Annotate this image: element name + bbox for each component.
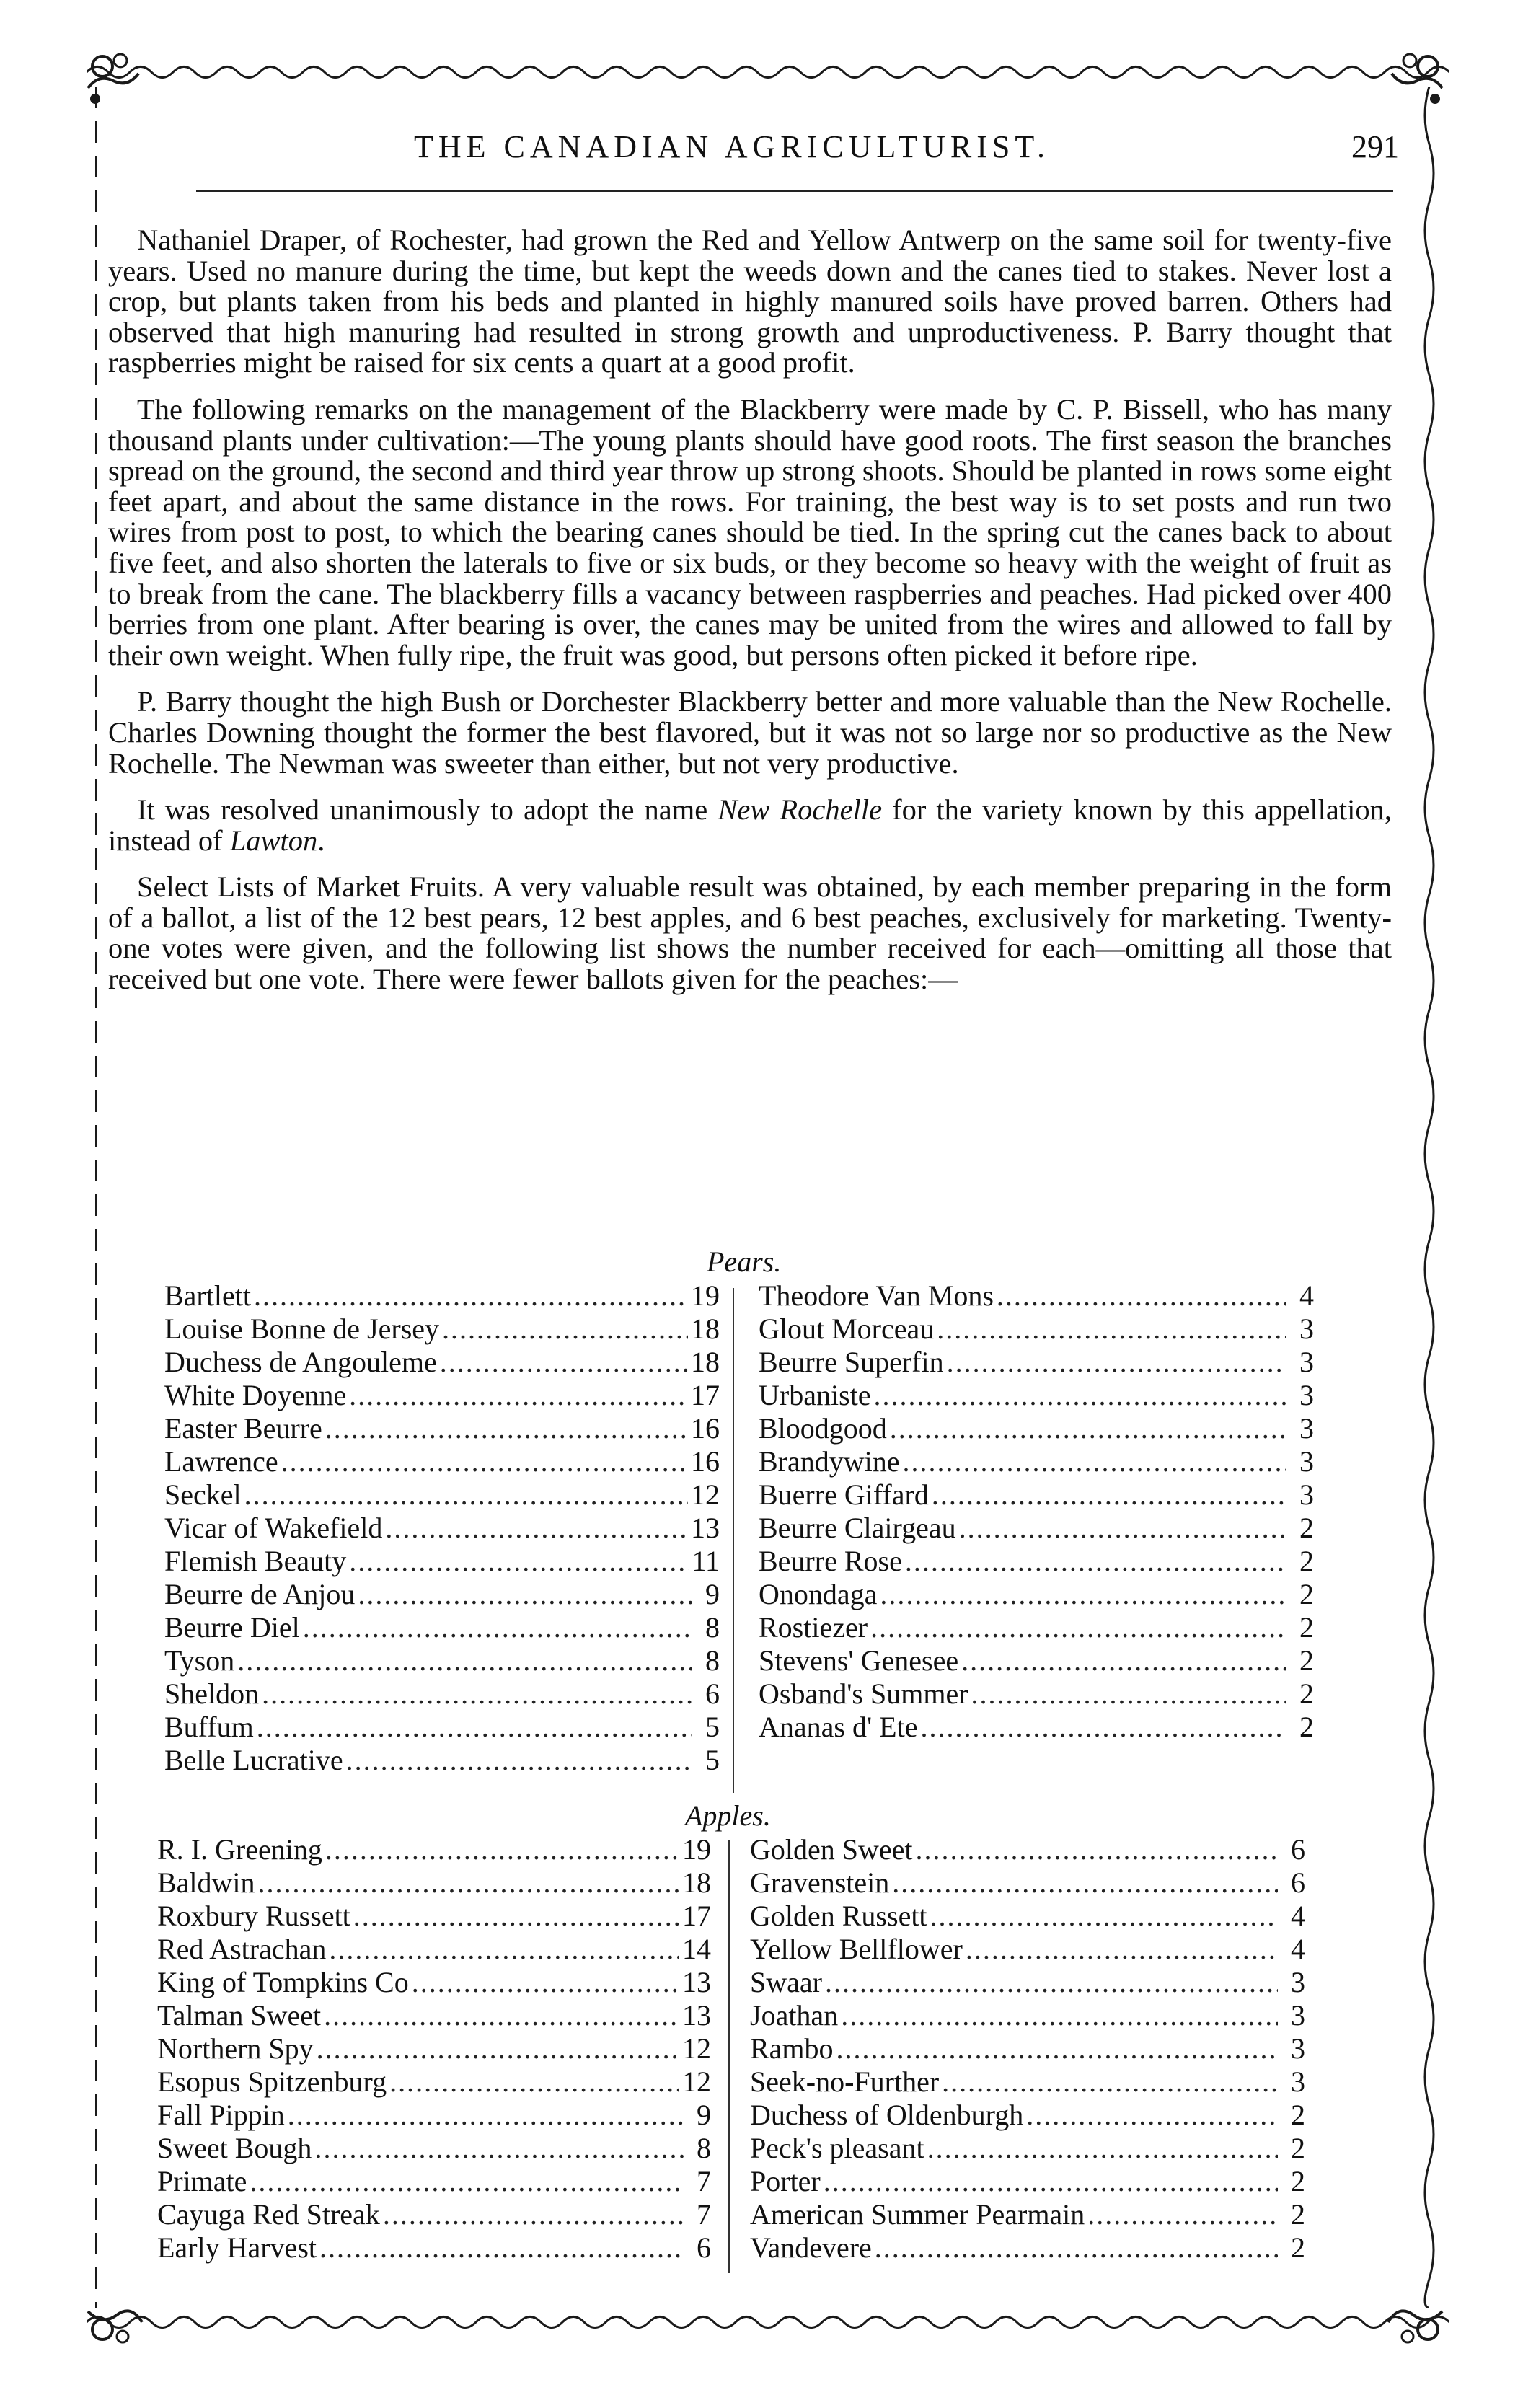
dot-leader — [916, 1833, 1278, 1866]
vote-count: 2 — [1299, 1677, 1314, 1710]
pears-column-divider — [733, 1288, 734, 1793]
variety-name: Beurre Superfin — [759, 1346, 944, 1378]
apple-list-row — [750, 1966, 1305, 1999]
variety-name: Bloodgood — [759, 1412, 887, 1445]
pear-list-row — [759, 1711, 1314, 1744]
pear-list-row — [759, 1346, 1314, 1379]
vote-count: 6 — [697, 2231, 711, 2264]
apple-list-row — [157, 1900, 711, 1933]
pear-list-row — [164, 1611, 720, 1644]
vote-count: 3 — [1299, 1379, 1314, 1411]
variety-name: White Doyenne — [164, 1379, 347, 1411]
dot-leader — [440, 1346, 688, 1379]
variety-name: Golden Sweet — [750, 1833, 913, 1866]
vote-count: 2 — [1291, 2099, 1305, 2131]
vote-count: 12 — [682, 2032, 711, 2065]
vote-count: 6 — [1291, 1866, 1305, 1899]
variety-name: Seek-no-Further — [750, 2065, 940, 2098]
variety-name: Baldwin — [157, 1866, 255, 1899]
dot-leader — [244, 1478, 688, 1512]
dot-leader — [927, 2132, 1278, 2165]
variety-name: Primate — [157, 2165, 247, 2197]
pear-list-row — [164, 1445, 720, 1478]
header-rule — [196, 190, 1393, 192]
variety-name: Rostiezer — [759, 1611, 868, 1644]
dot-leader — [325, 1833, 679, 1866]
variety-name: Sweet Bough — [157, 2132, 312, 2164]
paragraph-market-fruits: Select Lists of Market Fruits. A very valuable result was obtained, by each member preparing in the form of a ballot, a list of the 12 best pears, 12 best apples, and 6 best peaches, exclusively for marketing. Twenty-one votes were given, and the following list shows the number received for each—omitting all those that received but one vote. There were fewer ballots given for the peaches:— — [108, 870, 1392, 996]
dot-leader — [329, 1933, 679, 1966]
vote-count: 3 — [1299, 1412, 1314, 1445]
variety-name: American Summer Pearmain — [750, 2198, 1085, 2231]
vote-count: 6 — [705, 1677, 720, 1710]
vote-count: 3 — [1299, 1478, 1314, 1511]
variety-name-lawton: Lawton — [229, 824, 318, 857]
vote-count: 14 — [682, 1933, 711, 1965]
pear-list-row — [759, 1677, 1314, 1711]
dot-leader — [874, 1379, 1286, 1412]
running-title: THE CANADIAN AGRICULTURIST. — [414, 129, 1050, 164]
variety-name: Northern Spy — [157, 2032, 314, 2065]
vote-count: 5 — [705, 1711, 720, 1743]
dot-leader — [303, 1611, 692, 1644]
dot-leader — [314, 2132, 684, 2165]
ornamental-border-right — [1415, 87, 1444, 2308]
variety-name: Swaar — [750, 1966, 822, 1998]
vote-count: 4 — [1291, 1933, 1305, 1965]
pear-list-row — [759, 1412, 1314, 1445]
vote-count: 8 — [705, 1644, 720, 1677]
pears-heading: Pears. — [707, 1245, 782, 1278]
dot-leader — [905, 1545, 1286, 1578]
pear-list-row — [759, 1379, 1314, 1412]
variety-name: Lawrence — [164, 1445, 278, 1478]
apples-column-divider — [728, 1840, 730, 2273]
apple-list-row — [750, 1999, 1305, 2032]
dot-leader — [966, 1933, 1278, 1966]
article-body — [108, 225, 1392, 1011]
dot-leader — [1087, 2198, 1278, 2231]
dot-leader — [412, 1966, 679, 1999]
dot-leader — [959, 1512, 1286, 1545]
apple-list-row — [157, 1833, 711, 1866]
variety-name: Vicar of Wakefield — [164, 1512, 383, 1544]
paragraph-blackberry-management: The following remarks on the management of the Blackberry were made by C. P. Bissell, who has many thousand plants under cultivation:—The young plants should have good roots. The first season the branches spread on the ground, the second and third year throw up strong shoots. Should be planted in rows some eight feet apart, and about the same distance in the rows. For training, the best way is to set posts and run two wires from post to post, to which the bearing canes should be tied. In the spring cut the canes back to about five feet, and also shorten the laterals to five or six buds, or they become so heavy with the weight of fruit as to break from the cane. The blackberry fills a vacancy between raspberries and peaches. Had picked over 400 berries from one plant. After bearing is over, the canes may be united from the wires and allowed to fall by their own weight. When fully ripe, the fruit was good, but persons often picked it before ripe. — [108, 392, 1392, 671]
dot-leader — [1026, 2099, 1278, 2132]
apple-list-row — [157, 2132, 711, 2165]
variety-name: Bartlett — [164, 1279, 251, 1312]
apple-list-row — [750, 2231, 1305, 2264]
dot-leader — [997, 1279, 1286, 1313]
vote-count: 4 — [1291, 1900, 1305, 1932]
paragraph-dorchester-blackberry: P. Barry thought the high Bush or Dorchester Blackberry better and more valuable than the New Rochelle. Charles Downing thought the former the best flavored, but it was not so large nor so productive as the New Rochelle. The Newman was sweeter than either, but not very productive. — [108, 685, 1392, 780]
dot-leader — [349, 1545, 689, 1578]
vote-count: 8 — [697, 2132, 711, 2164]
pear-list-row — [164, 1412, 720, 1445]
variety-name: Flemish Beauty — [164, 1545, 347, 1577]
pears-list-right — [759, 1279, 1314, 1744]
dot-leader — [903, 1445, 1286, 1478]
apple-list-row — [750, 1900, 1305, 1933]
dot-leader — [937, 1313, 1286, 1346]
pear-list-row — [759, 1445, 1314, 1478]
vote-count: 3 — [1299, 1346, 1314, 1378]
dot-leader — [317, 2032, 679, 2065]
apple-list-row — [157, 2198, 711, 2231]
vote-count: 3 — [1299, 1313, 1314, 1345]
vote-count: 13 — [682, 1999, 711, 2032]
pear-list-row — [164, 1545, 720, 1578]
dot-leader — [346, 1744, 692, 1777]
variety-name: Duchess de Angouleme — [164, 1346, 437, 1378]
page-header — [166, 128, 1399, 172]
dot-leader — [258, 1866, 679, 1900]
variety-name: Louise Bonne de Jersey — [164, 1313, 440, 1345]
vote-count: 13 — [691, 1512, 720, 1544]
vote-count: 3 — [1291, 1999, 1305, 2032]
vote-count: 3 — [1299, 1445, 1314, 1478]
variety-name: Vandevere — [750, 2231, 872, 2264]
dot-leader — [932, 1478, 1286, 1512]
variety-name: Theodore Van Mons — [759, 1279, 994, 1312]
vote-count: 18 — [691, 1346, 720, 1378]
dot-leader — [961, 1644, 1286, 1677]
apple-list-row — [750, 2165, 1305, 2198]
dot-leader — [870, 1611, 1286, 1644]
variety-name: Early Harvest — [157, 2231, 317, 2264]
dot-leader — [442, 1313, 688, 1346]
pear-list-row — [759, 1644, 1314, 1677]
vote-count: 17 — [682, 1900, 711, 1932]
apple-list-row — [750, 2099, 1305, 2132]
vote-count: 2 — [1291, 2132, 1305, 2164]
pear-list-row — [759, 1313, 1314, 1346]
dot-leader — [841, 1999, 1278, 2032]
dot-leader — [383, 2198, 684, 2231]
dot-leader — [825, 1966, 1278, 1999]
variety-name: King of Tompkins Co — [157, 1966, 409, 1998]
variety-name: Beurre Diel — [164, 1611, 300, 1644]
variety-name: Joathan — [750, 1999, 839, 2032]
ornamental-border-left — [85, 87, 107, 2308]
vote-count: 19 — [682, 1833, 711, 1866]
pear-list-row — [164, 1346, 720, 1379]
ornamental-border-bottom — [87, 2308, 1449, 2337]
corner-ornament-bottom-left — [81, 2293, 146, 2358]
apple-list-row — [157, 2165, 711, 2198]
vote-count: 12 — [691, 1478, 720, 1511]
vote-count: 13 — [682, 1966, 711, 1998]
variety-name: Buffum — [164, 1711, 254, 1743]
vote-count: 18 — [691, 1313, 720, 1345]
paragraph-new-rochelle-resolution: It was resolved unanimously to adopt the name New Rochelle for the variety known by this appellation, instead of Lawton. — [108, 793, 1392, 857]
vote-count: 3 — [1291, 1966, 1305, 1998]
vote-count: 9 — [705, 1578, 720, 1610]
apple-list-row — [157, 1999, 711, 2032]
pear-list-row — [759, 1611, 1314, 1644]
ornamental-border-top — [87, 58, 1449, 87]
apple-list-row — [157, 1866, 711, 1900]
apple-list-row — [157, 1933, 711, 1966]
vote-count: 17 — [691, 1379, 720, 1411]
variety-name: Roxbury Russett — [157, 1900, 350, 1932]
dot-leader — [824, 2165, 1278, 2198]
vote-count: 18 — [682, 1866, 711, 1899]
apples-list-left — [157, 1833, 711, 2264]
pear-list-row — [164, 1677, 720, 1711]
dot-leader — [358, 1578, 692, 1611]
pear-list-row — [164, 1644, 720, 1677]
apple-list-row — [157, 2099, 711, 2132]
pears-list-left — [164, 1279, 720, 1777]
pear-list-row — [164, 1512, 720, 1545]
vote-count: 3 — [1291, 2032, 1305, 2065]
variety-name: Golden Russett — [750, 1900, 927, 1932]
vote-count: 12 — [682, 2065, 711, 2098]
variety-name: Onondaga — [759, 1578, 878, 1610]
pear-list-row — [164, 1279, 720, 1313]
pear-list-row — [164, 1313, 720, 1346]
variety-name: Buerre Giffard — [759, 1478, 929, 1511]
variety-name: Urbaniste — [759, 1379, 871, 1411]
dot-leader — [250, 2165, 684, 2198]
apple-list-row — [750, 1933, 1305, 1966]
vote-count: 11 — [692, 1545, 720, 1577]
variety-name: Talman Sweet — [157, 1999, 322, 2032]
dot-leader — [262, 1677, 692, 1711]
apple-list-row — [157, 2065, 711, 2099]
variety-name: Yellow Bellflower — [750, 1933, 963, 1965]
variety-name: Fall Pippin — [157, 2099, 285, 2131]
apples-heading: Apples. — [685, 1799, 771, 1832]
variety-name: Red Astrachan — [157, 1933, 327, 1965]
apple-list-row — [750, 1833, 1305, 1866]
variety-name: Sheldon — [164, 1677, 260, 1710]
variety-name: Cayuga Red Streak — [157, 2198, 380, 2231]
apple-list-row — [157, 1966, 711, 1999]
vote-count: 2 — [1299, 1512, 1314, 1544]
pear-list-row — [164, 1744, 720, 1777]
apple-list-row — [750, 2132, 1305, 2165]
variety-name: Ananas d' Ete — [759, 1711, 918, 1743]
dot-leader — [890, 1412, 1286, 1445]
dot-leader — [254, 1279, 688, 1313]
vote-count: 2 — [1299, 1711, 1314, 1743]
pear-list-row — [164, 1379, 720, 1412]
dot-leader — [353, 1900, 679, 1933]
variety-name: R. I. Greening — [157, 1833, 322, 1866]
variety-name: Beurre Clairgeau — [759, 1512, 956, 1544]
vote-count: 2 — [1291, 2198, 1305, 2231]
dot-leader — [349, 1379, 688, 1412]
dot-leader — [281, 1445, 688, 1478]
variety-name: Seckel — [164, 1478, 242, 1511]
variety-name-new-rochelle: New Rochelle — [718, 793, 883, 826]
variety-name: Porter — [750, 2165, 821, 2197]
vote-count: 4 — [1299, 1279, 1314, 1312]
pear-list-row — [759, 1279, 1314, 1313]
vote-count: 5 — [705, 1744, 720, 1776]
apple-list-row — [157, 2231, 711, 2264]
vote-count: 8 — [705, 1611, 720, 1644]
variety-name: Gravenstein — [750, 1866, 890, 1899]
dot-leader — [237, 1644, 692, 1677]
vote-count: 16 — [691, 1412, 720, 1445]
dot-leader — [930, 1900, 1278, 1933]
dot-leader — [880, 1578, 1286, 1611]
dot-leader — [892, 1866, 1278, 1900]
vote-count: 2 — [1291, 2165, 1305, 2197]
dot-leader — [324, 1999, 679, 2032]
apple-list-row — [750, 1866, 1305, 1900]
variety-name: Glout Morceau — [759, 1313, 935, 1345]
pear-list-row — [759, 1578, 1314, 1611]
dot-leader — [875, 2231, 1278, 2264]
vote-count: 2 — [1299, 1644, 1314, 1677]
corner-ornament-bottom-right — [1385, 2293, 1449, 2358]
pear-list-row — [164, 1478, 720, 1512]
page-number: 291 — [1351, 129, 1399, 164]
dot-leader — [257, 1711, 692, 1744]
vote-count: 2 — [1299, 1611, 1314, 1644]
pear-list-row — [759, 1512, 1314, 1545]
apple-list-row — [750, 2198, 1305, 2231]
pear-list-row — [759, 1478, 1314, 1512]
vote-count: 9 — [697, 2099, 711, 2131]
variety-name: Duchess of Oldenburgh — [750, 2099, 1024, 2131]
vote-count: 6 — [1291, 1833, 1305, 1866]
dot-leader — [385, 1512, 688, 1545]
dot-leader — [920, 1711, 1286, 1744]
variety-name: Beurre de Anjou — [164, 1578, 356, 1610]
pear-list-row — [164, 1711, 720, 1744]
dot-leader — [319, 2231, 684, 2264]
variety-name: Belle Lucrative — [164, 1744, 343, 1776]
vote-count: 19 — [691, 1279, 720, 1312]
vote-count: 2 — [1299, 1545, 1314, 1577]
dot-leader — [971, 1677, 1286, 1711]
vote-count: 2 — [1299, 1578, 1314, 1610]
variety-name: Beurre Rose — [759, 1545, 902, 1577]
paragraph-raspberries: Nathaniel Draper, of Rochester, had grown the Red and Yellow Antwerp on the same soil for twenty-five years. Used no manure during the time, but kept the weeds down and the canes tied to stakes. Never lost a crop, but plants taken from his beds and planted in highly manured soils have proved barren. Others had observed that high manuring had resulted in strong growth and unproductiveness. P. Barry thought that raspberries might be raised for six cents a quart at a good profit. — [108, 224, 1392, 379]
apple-list-row — [157, 2032, 711, 2065]
variety-name: Tyson — [164, 1644, 235, 1677]
vote-count: 2 — [1291, 2231, 1305, 2264]
apples-list-right — [750, 1833, 1305, 2264]
dot-leader — [325, 1412, 688, 1445]
variety-name: Brandywine — [759, 1445, 900, 1478]
vote-count: 16 — [691, 1445, 720, 1478]
variety-name: Osband's Summer — [759, 1677, 968, 1710]
dot-leader — [389, 2065, 679, 2099]
pear-list-row — [759, 1545, 1314, 1578]
vote-count: 3 — [1291, 2065, 1305, 2098]
dot-leader — [836, 2032, 1278, 2065]
vote-count: 7 — [697, 2198, 711, 2231]
variety-name: Rambo — [750, 2032, 834, 2065]
variety-name: Esopus Spitzenburg — [157, 2065, 387, 2098]
dot-leader — [947, 1346, 1286, 1379]
variety-name: Easter Beurre — [164, 1412, 322, 1445]
dot-leader — [942, 2065, 1278, 2099]
variety-name: Stevens' Genesee — [759, 1644, 959, 1677]
apple-list-row — [750, 2032, 1305, 2065]
apple-list-row — [750, 2065, 1305, 2099]
variety-name: Peck's pleasant — [750, 2132, 924, 2164]
pear-list-row — [164, 1578, 720, 1611]
dot-leader — [288, 2099, 684, 2132]
vote-count: 7 — [697, 2165, 711, 2197]
